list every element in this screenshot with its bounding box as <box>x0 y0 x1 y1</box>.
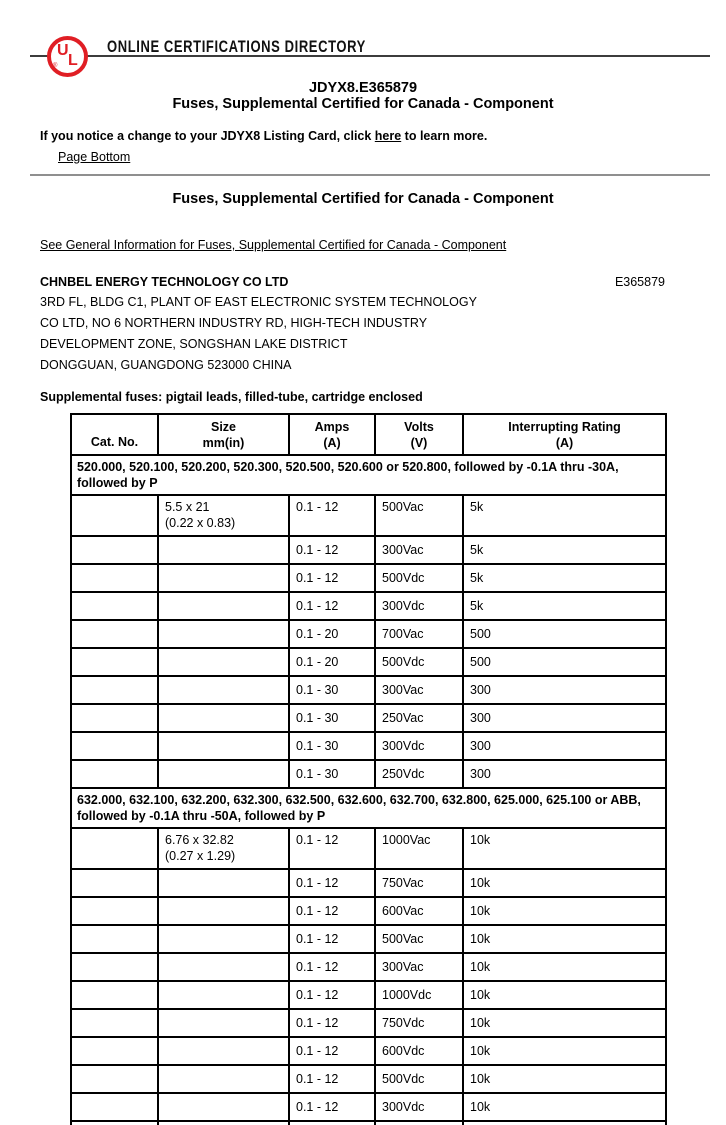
cat-no-cell <box>71 1065 158 1093</box>
notice-before: If you notice a change to your JDYX8 Listing Card, click <box>40 129 375 143</box>
rating-cell: 10k <box>463 828 666 869</box>
cat-no-cell <box>71 732 158 760</box>
volts-cell: 250Vdc <box>375 760 463 788</box>
amps-cell: 0.1 - 12 <box>289 953 375 981</box>
size-cell <box>158 704 289 732</box>
table-row <box>71 536 666 564</box>
cat-no-cell <box>71 676 158 704</box>
volts-cell: 300Vdc <box>375 592 463 620</box>
table-row <box>71 564 666 592</box>
amps-cell: 0.1 - 12 <box>289 897 375 925</box>
cat-no-cell <box>71 564 158 592</box>
amps-cell: 0.1 - 30 <box>289 732 375 760</box>
cat-no-cell <box>71 897 158 925</box>
rating-cell: 10k <box>463 897 666 925</box>
amps-cell: 0.1 - 12 <box>289 1037 375 1065</box>
title-block <box>0 81 726 112</box>
amps-cell: 0.1 - 12 <box>289 1009 375 1037</box>
amps-cell: 0.1 - 30 <box>289 704 375 732</box>
rating-cell: 300 <box>463 676 666 704</box>
cat-no-cell <box>71 1037 158 1065</box>
column-header-interrupting-rating: Interrupting Rating (A) <box>463 414 666 455</box>
volts-cell: 300Vac <box>375 536 463 564</box>
cat-no-cell <box>71 648 158 676</box>
size-cell <box>158 1065 289 1093</box>
cat-no-cell <box>71 620 158 648</box>
volts-cell: 600Vdc <box>375 1037 463 1065</box>
volts-cell: 700Vac <box>375 620 463 648</box>
size-cell <box>158 1093 289 1121</box>
amps-cell: 0.1 - 12 <box>289 925 375 953</box>
table-row <box>71 732 666 760</box>
volts-cell: 1000Vac <box>375 828 463 869</box>
volts-cell: 500Vdc <box>375 648 463 676</box>
table-row <box>71 760 666 788</box>
size-cell <box>158 592 289 620</box>
cat-no-cell <box>71 495 158 536</box>
rating-cell: 500 <box>463 620 666 648</box>
size-cell <box>158 620 289 648</box>
table-row <box>71 648 666 676</box>
cat-no-cell <box>71 828 158 869</box>
table-row <box>71 676 666 704</box>
company-address <box>40 292 726 376</box>
volts-cell: 500Vac <box>375 495 463 536</box>
company-name: CHNBEL ENERGY TECHNOLOGY CO LTD <box>40 275 289 289</box>
page-title: Fuses, Supplemental Certified for Canada - Component <box>172 95 554 112</box>
size-cell <box>158 953 289 981</box>
directory-title: ONLINE CERTIFICATIONS DIRECTORY <box>107 37 366 56</box>
cat-no-cell <box>71 592 158 620</box>
size-cell <box>158 564 289 592</box>
rating-cell: 10k <box>463 1009 666 1037</box>
table-row <box>71 1009 666 1037</box>
rating-cell: 5k <box>463 564 666 592</box>
volts-cell: 300Vdc <box>375 1093 463 1121</box>
address-line: 3RD FL, BLDG C1, PLANT OF EAST ELECTRONIC SYSTEM TECHNOLOGY <box>40 295 477 309</box>
rating-cell: 10k <box>463 1093 666 1121</box>
rating-cell: 5k <box>463 536 666 564</box>
size-cell <box>158 1037 289 1065</box>
size-cell <box>158 1009 289 1037</box>
rating-cell: 300 <box>463 760 666 788</box>
size-cell <box>158 732 289 760</box>
table-row <box>71 869 666 897</box>
size-cell <box>158 925 289 953</box>
cat-no-cell <box>71 704 158 732</box>
amps-cell: 0.1 - 30 <box>289 676 375 704</box>
amps-cell: 0.1 - 12 <box>289 1065 375 1093</box>
column-header-volts: Volts (V) <box>375 414 463 455</box>
file-number: E365879 <box>614 275 665 289</box>
amps-cell: 0.1 - 12 <box>289 869 375 897</box>
general-info-link[interactable]: See General Information for Fuses, Supplemental Certified for Canada - Component <box>40 238 507 252</box>
table-section-header-row <box>71 788 666 828</box>
amps-cell: 0.1 - 20 <box>289 620 375 648</box>
table-row <box>71 1065 666 1093</box>
volts-cell: 1000Vdc <box>375 981 463 1009</box>
section-header-cell: 632.000, 632.100, 632.200, 632.300, 632.500, 632.600, 632.700, 632.800, 625.000, 625.100 or ABB, followed by -0.1A thru -50A, followed by P <box>71 788 666 828</box>
here-link[interactable]: here <box>374 129 402 143</box>
divider-rule <box>30 174 710 176</box>
amps-cell: 0.1 - 12 <box>289 981 375 1009</box>
cat-no-cell <box>71 760 158 788</box>
table-header-row <box>71 414 666 455</box>
column-header-amps: Amps (A) <box>289 414 375 455</box>
rating-cell: 300 <box>463 732 666 760</box>
size-cell: 6.76 x 32.82 (0.27 x 1.29) <box>158 828 289 869</box>
rating-cell: 10k <box>463 925 666 953</box>
size-cell <box>158 648 289 676</box>
listing-number: JDYX8.E365879 <box>308 80 418 96</box>
cat-no-cell <box>71 925 158 953</box>
table-row-partial <box>71 1121 666 1125</box>
table-section-header-row <box>71 455 666 495</box>
ratings-table <box>70 413 667 1125</box>
address-line: DONGGUAN, GUANGDONG 523000 CHINA <box>40 358 292 372</box>
column-header-size: Size mm(in) <box>158 414 289 455</box>
notice-after: to learn more. <box>401 129 488 143</box>
volts-cell: 300Vac <box>375 953 463 981</box>
volts-cell: 500Vdc <box>375 564 463 592</box>
section-heading: Fuses, Supplemental Certified for Canada - Component <box>172 191 554 207</box>
table-row <box>71 1093 666 1121</box>
size-cell <box>158 897 289 925</box>
size-cell <box>158 536 289 564</box>
amps-cell: 0.1 - 30 <box>289 760 375 788</box>
amps-cell: 0.1 - 12 <box>289 564 375 592</box>
size-cell <box>158 869 289 897</box>
volts-cell: 250Vac <box>375 704 463 732</box>
product-description: Supplemental fuses: pigtail leads, filled-tube, cartridge enclosed <box>40 390 423 404</box>
volts-cell: 600Vac <box>375 897 463 925</box>
volts-cell: 750Vdc <box>375 1009 463 1037</box>
cat-no-cell <box>71 869 158 897</box>
company-row <box>40 275 665 289</box>
table-row <box>71 828 666 869</box>
cat-no-cell <box>71 981 158 1009</box>
table-row <box>71 897 666 925</box>
amps-cell: 0.1 - 12 <box>289 592 375 620</box>
amps-cell: 0.1 - 12 <box>289 536 375 564</box>
size-cell: 5.5 x 21 (0.22 x 0.83) <box>158 495 289 536</box>
size-cell <box>158 676 289 704</box>
column-header-cat-no: Cat. No. <box>71 414 158 455</box>
amps-cell: 0.1 - 20 <box>289 648 375 676</box>
rating-cell: 300 <box>463 704 666 732</box>
address-line: DEVELOPMENT ZONE, SONGSHAN LAKE DISTRICT <box>40 337 348 351</box>
notice-text <box>40 129 726 143</box>
amps-cell: 0.1 - 12 <box>289 495 375 536</box>
rating-cell: 500 <box>463 648 666 676</box>
volts-cell: 300Vdc <box>375 732 463 760</box>
table-row <box>71 1037 666 1065</box>
section-header-cell: 520.000, 520.100, 520.200, 520.300, 520.500, 520.600 or 520.800, followed by -0.1A thru -30A, followed by P <box>71 455 666 495</box>
volts-cell: 300Vac <box>375 676 463 704</box>
volts-cell: 500Vac <box>375 925 463 953</box>
table-row <box>71 704 666 732</box>
rating-cell: 10k <box>463 953 666 981</box>
amps-cell: 0.1 - 12 <box>289 1093 375 1121</box>
rating-cell: 5k <box>463 495 666 536</box>
cat-no-cell <box>71 953 158 981</box>
volts-cell: 500Vdc <box>375 1065 463 1093</box>
ul-logo-letter-u: U <box>57 42 69 59</box>
rating-cell: 10k <box>463 1037 666 1065</box>
ul-logo-letter-l: L <box>68 52 78 69</box>
table-row <box>71 981 666 1009</box>
table-row <box>71 620 666 648</box>
cat-no-cell <box>71 536 158 564</box>
size-cell <box>158 760 289 788</box>
rating-cell: 10k <box>463 869 666 897</box>
page-bottom-link[interactable]: Page Bottom <box>58 150 131 164</box>
masthead <box>0 0 726 80</box>
cat-no-cell <box>71 1093 158 1121</box>
rating-cell: 10k <box>463 981 666 1009</box>
registered-mark-icon: ® <box>53 63 58 69</box>
volts-cell: 750Vac <box>375 869 463 897</box>
ul-logo-icon <box>47 36 88 77</box>
table-row <box>71 592 666 620</box>
size-cell <box>158 981 289 1009</box>
rating-cell: 10k <box>463 1065 666 1093</box>
table-row <box>71 953 666 981</box>
table-row <box>71 925 666 953</box>
address-line: CO LTD, NO 6 NORTHERN INDUSTRY RD, HIGH-TECH INDUSTRY <box>40 316 428 330</box>
table-row <box>71 495 666 536</box>
cat-no-cell <box>71 1009 158 1037</box>
amps-cell: 0.1 - 12 <box>289 828 375 869</box>
rating-cell: 5k <box>463 592 666 620</box>
